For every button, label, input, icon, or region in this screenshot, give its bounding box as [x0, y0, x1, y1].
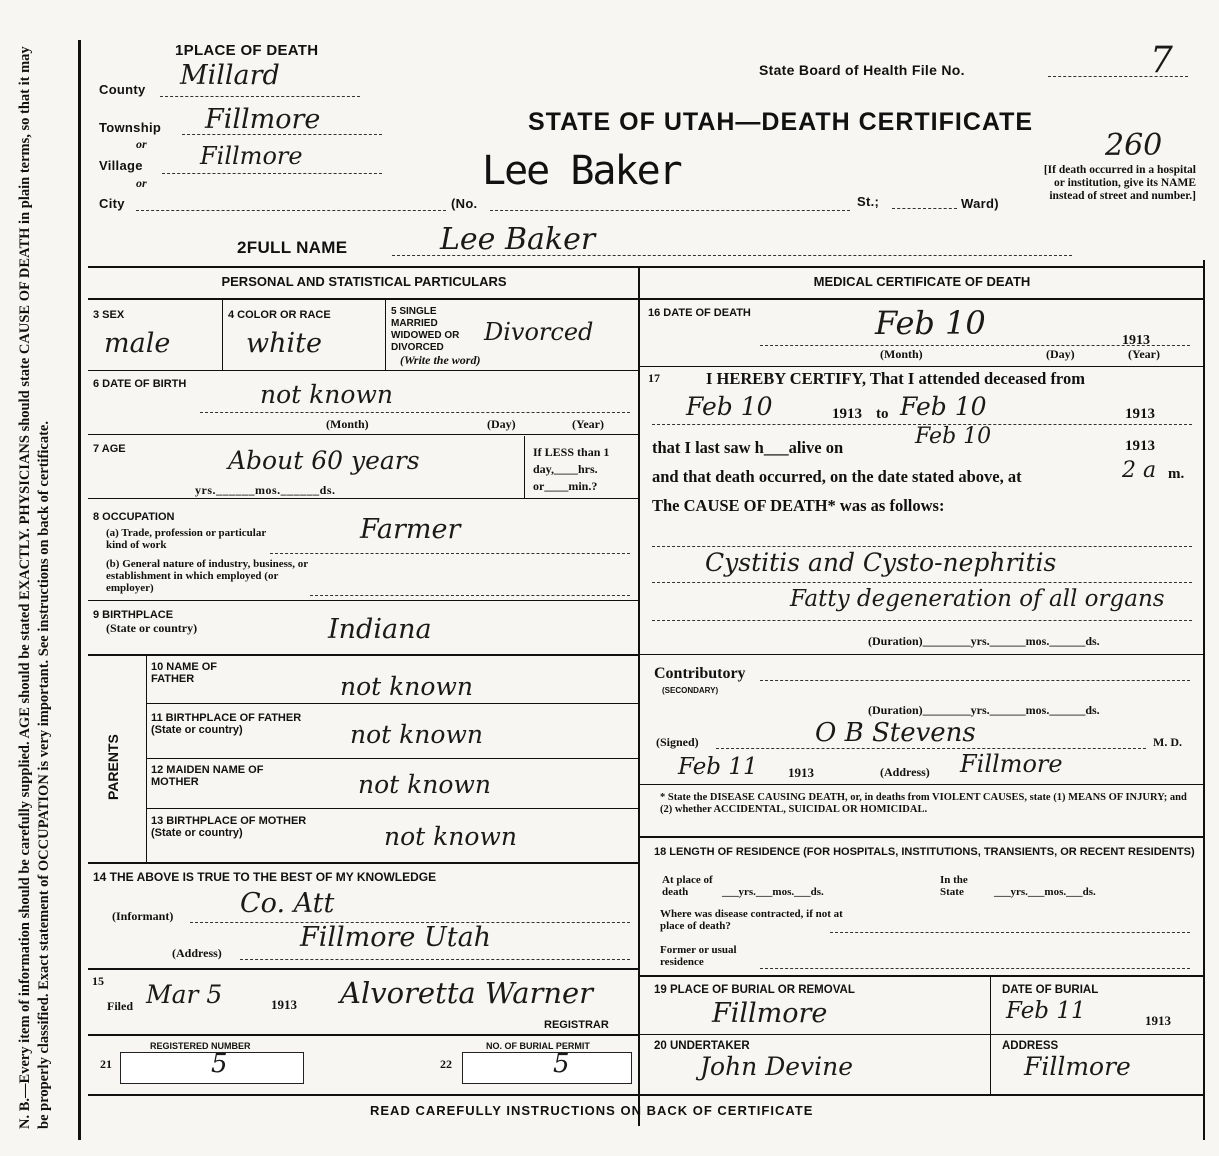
contributory-duration: (Duration)________yrs.______mos.______ds. [868, 703, 1100, 717]
race-label: 4 COLOR OR RACE [228, 309, 331, 321]
mother-name-label: 12 MAIDEN NAME OF MOTHER [151, 764, 264, 788]
undertaker-label: 20 UNDERTAKER [654, 1040, 750, 1052]
dob-value: not known [260, 380, 393, 409]
signed-date: Feb 11 [678, 754, 758, 780]
informant-label: (Informant) [112, 909, 174, 923]
cause-duration: (Duration)________yrs.______mos.______ds. [868, 634, 1100, 648]
age-less-than-day: If LESS than 1 day,____hrs. or____min.? [533, 445, 610, 493]
marital-hint: (Write the word) [400, 353, 481, 367]
parents-label: PARENTS [105, 734, 121, 800]
burial-place-label: 19 PLACE OF BURIAL OR REMOVAL [654, 984, 855, 996]
mother-name-value: not known [358, 770, 491, 799]
undertaker-address-label: ADDRESS [1002, 1040, 1059, 1052]
dob-label: 6 DATE OF BIRTH [93, 378, 187, 390]
registrar-label: REGISTRAR [544, 1019, 609, 1031]
last-saw-label: that I last saw h___alive on [652, 438, 844, 457]
signed-value: O B Stevens [815, 718, 976, 748]
undertaker-address-value: Fillmore [1024, 1052, 1131, 1081]
township-label: Township [99, 120, 162, 135]
registrar-value: Alvoretta Warner [340, 976, 594, 1010]
cause-footnote: * State the DISEASE CAUSING DEATH, or, in deaths from VIOLENT CAUSES, state (1) MEANS OF INJURY; and (2) whether ACCIDENTAL, SUICIDAL OR HOMICIDAL. [660, 792, 1187, 815]
registered-number-box [120, 1049, 304, 1084]
death-time-value: 2 a [1122, 458, 1157, 483]
occupation-label: 8 OCCUPATION [93, 511, 175, 523]
address-value: Fillmore Utah [300, 922, 492, 953]
ward-label: Ward) [961, 196, 999, 211]
margin-instructions: N. B.—Every item of information should be carefully supplied. AGE should be stated EXACTLY. PHYSICIANS should state CAUSE OF DEATH in plain terms, so that it may be properly classified. Exact statement of OCCUPATION is very important. See instructions on back of certificate. [17, 46, 52, 1129]
former-residence-label: Former or usual residence [660, 944, 737, 968]
signed-label: (Signed) [656, 735, 699, 749]
street-label: St.; [857, 194, 880, 209]
burial-date-label: DATE OF BURIAL [1002, 984, 1099, 996]
burial-permit-label: NO. OF BURIAL PERMIT [486, 1041, 590, 1051]
hospital-note: [If death occurred in a hospital or institution, give its NAME instead of street and number.] [1043, 164, 1196, 202]
registered-number-value: 5 [211, 1049, 228, 1079]
certificate-title: STATE OF UTAH—DEATH CERTIFICATE [528, 108, 1034, 136]
residence-label: 18 LENGTH OF RESIDENCE (FOR HOSPITALS, INSTITUTIONS, TRANSIENTS, OR RECENT RESIDENTS) [654, 846, 1195, 858]
age-value: About 60 years [228, 446, 420, 475]
date-of-death-year: 1913 [1122, 333, 1150, 348]
file-no-label: State Board of Health File No. [759, 62, 965, 78]
date-of-death-label: 16 DATE OF DEATH [648, 307, 751, 319]
birthplace-value: Indiana [328, 614, 432, 645]
father-name-label: 10 NAME OF FATHER [151, 661, 218, 685]
mother-birthplace-value: not known [384, 822, 517, 851]
marital-value: Divorced [484, 318, 594, 346]
registered-number-label: REGISTERED NUMBER [150, 1041, 251, 1051]
father-birthplace-value: not known [350, 720, 483, 749]
burial-permit-value: 5 [553, 1049, 570, 1079]
county-value: Millard [180, 60, 280, 91]
sex-value: male [104, 328, 171, 359]
burial-permit-box [462, 1049, 632, 1084]
age-units: yrs.______mos.______ds. [195, 483, 336, 497]
contracted-label: Where was disease contracted, if not at place of death? [660, 908, 843, 932]
township-value: Fillmore [205, 104, 321, 135]
local-register-number: 260 [1105, 128, 1163, 163]
village-label: Village [99, 158, 143, 173]
birthplace-label: 9 BIRTHPLACE [93, 609, 174, 621]
contributory-label: Contributory [654, 665, 746, 682]
marital-label: 5 SINGLE MARRIED WIDOWED OR DIVORCED [391, 306, 460, 353]
occupation-value: Farmer [360, 514, 461, 545]
informant-value: Co. Att [240, 888, 335, 919]
filed-year: 1913 [271, 997, 297, 1012]
father-birthplace-label: 11 BIRTHPLACE OF FATHER (State or country) [151, 712, 302, 736]
place-of-death-label: 1PLACE OF DEATH [175, 42, 319, 59]
street-no-label: (No. [451, 196, 478, 211]
father-name-value: not known [340, 672, 473, 701]
at-place-label: At place of death [662, 874, 713, 898]
race-value: white [246, 328, 322, 359]
cause-label: The CAUSE OF DEATH* was as follows: [652, 496, 945, 515]
certify-statement: I HEREBY CERTIFY, That I attended deceased from [706, 369, 1085, 388]
occupation-b: (b) General nature of industry, business, or establishment in which employed (or employer) [106, 558, 308, 594]
address-label: (Address) [172, 946, 222, 960]
full-name-label: 2FULL NAME [237, 238, 348, 257]
filed-date: Mar 5 [146, 980, 223, 1009]
undertaker-value: John Devine [700, 1052, 854, 1081]
occupation-a: (a) Trade, profession or particular kind of work [106, 527, 267, 551]
footer-instructions: READ CAREFULLY INSTRUCTIONS ON BACK OF CERTIFICATE [370, 1103, 814, 1118]
village-value: Fillmore [200, 142, 303, 170]
cause-secondary: Fatty degeneration of all organs [790, 586, 1165, 612]
cause-primary: Cystitis and Cysto-nephritis [705, 548, 1057, 577]
typed-name: Lee Baker [482, 148, 681, 194]
medical-heading: MEDICAL CERTIFICATE OF DEATH [813, 274, 1031, 289]
filed-label: Filed [107, 999, 133, 1013]
age-label: 7 AGE [93, 443, 126, 455]
in-state-label: In the State [940, 874, 968, 898]
city-label: City [99, 196, 125, 211]
mother-birthplace-label: 13 BIRTHPLACE OF MOTHER (State or country) [151, 815, 307, 839]
personal-heading: PERSONAL AND STATISTICAL PARTICULARS [221, 274, 507, 289]
attended-from: Feb 10 [686, 392, 773, 421]
death-time-label: and that death occurred, on the date stated above, at [652, 467, 1022, 486]
full-name-value: Lee Baker [440, 222, 596, 257]
attended-to: Feb 10 [900, 392, 987, 421]
burial-date-value: Feb 11 [1006, 998, 1086, 1024]
burial-place-value: Fillmore [712, 998, 828, 1029]
county-label: County [99, 82, 146, 97]
knowledge-label: 14 THE ABOVE IS TRUE TO THE BEST OF MY KNOWLEDGE [93, 870, 437, 884]
last-saw-value: Feb 10 [915, 424, 992, 449]
file-no-value: 7 [1150, 40, 1173, 81]
sex-label: 3 SEX [93, 309, 125, 321]
physician-address: Fillmore [960, 750, 1063, 778]
left-border [78, 40, 81, 1140]
right-border [1203, 260, 1205, 1140]
column-divider [638, 266, 640, 1126]
date-of-death-value: Feb 10 [875, 304, 986, 342]
